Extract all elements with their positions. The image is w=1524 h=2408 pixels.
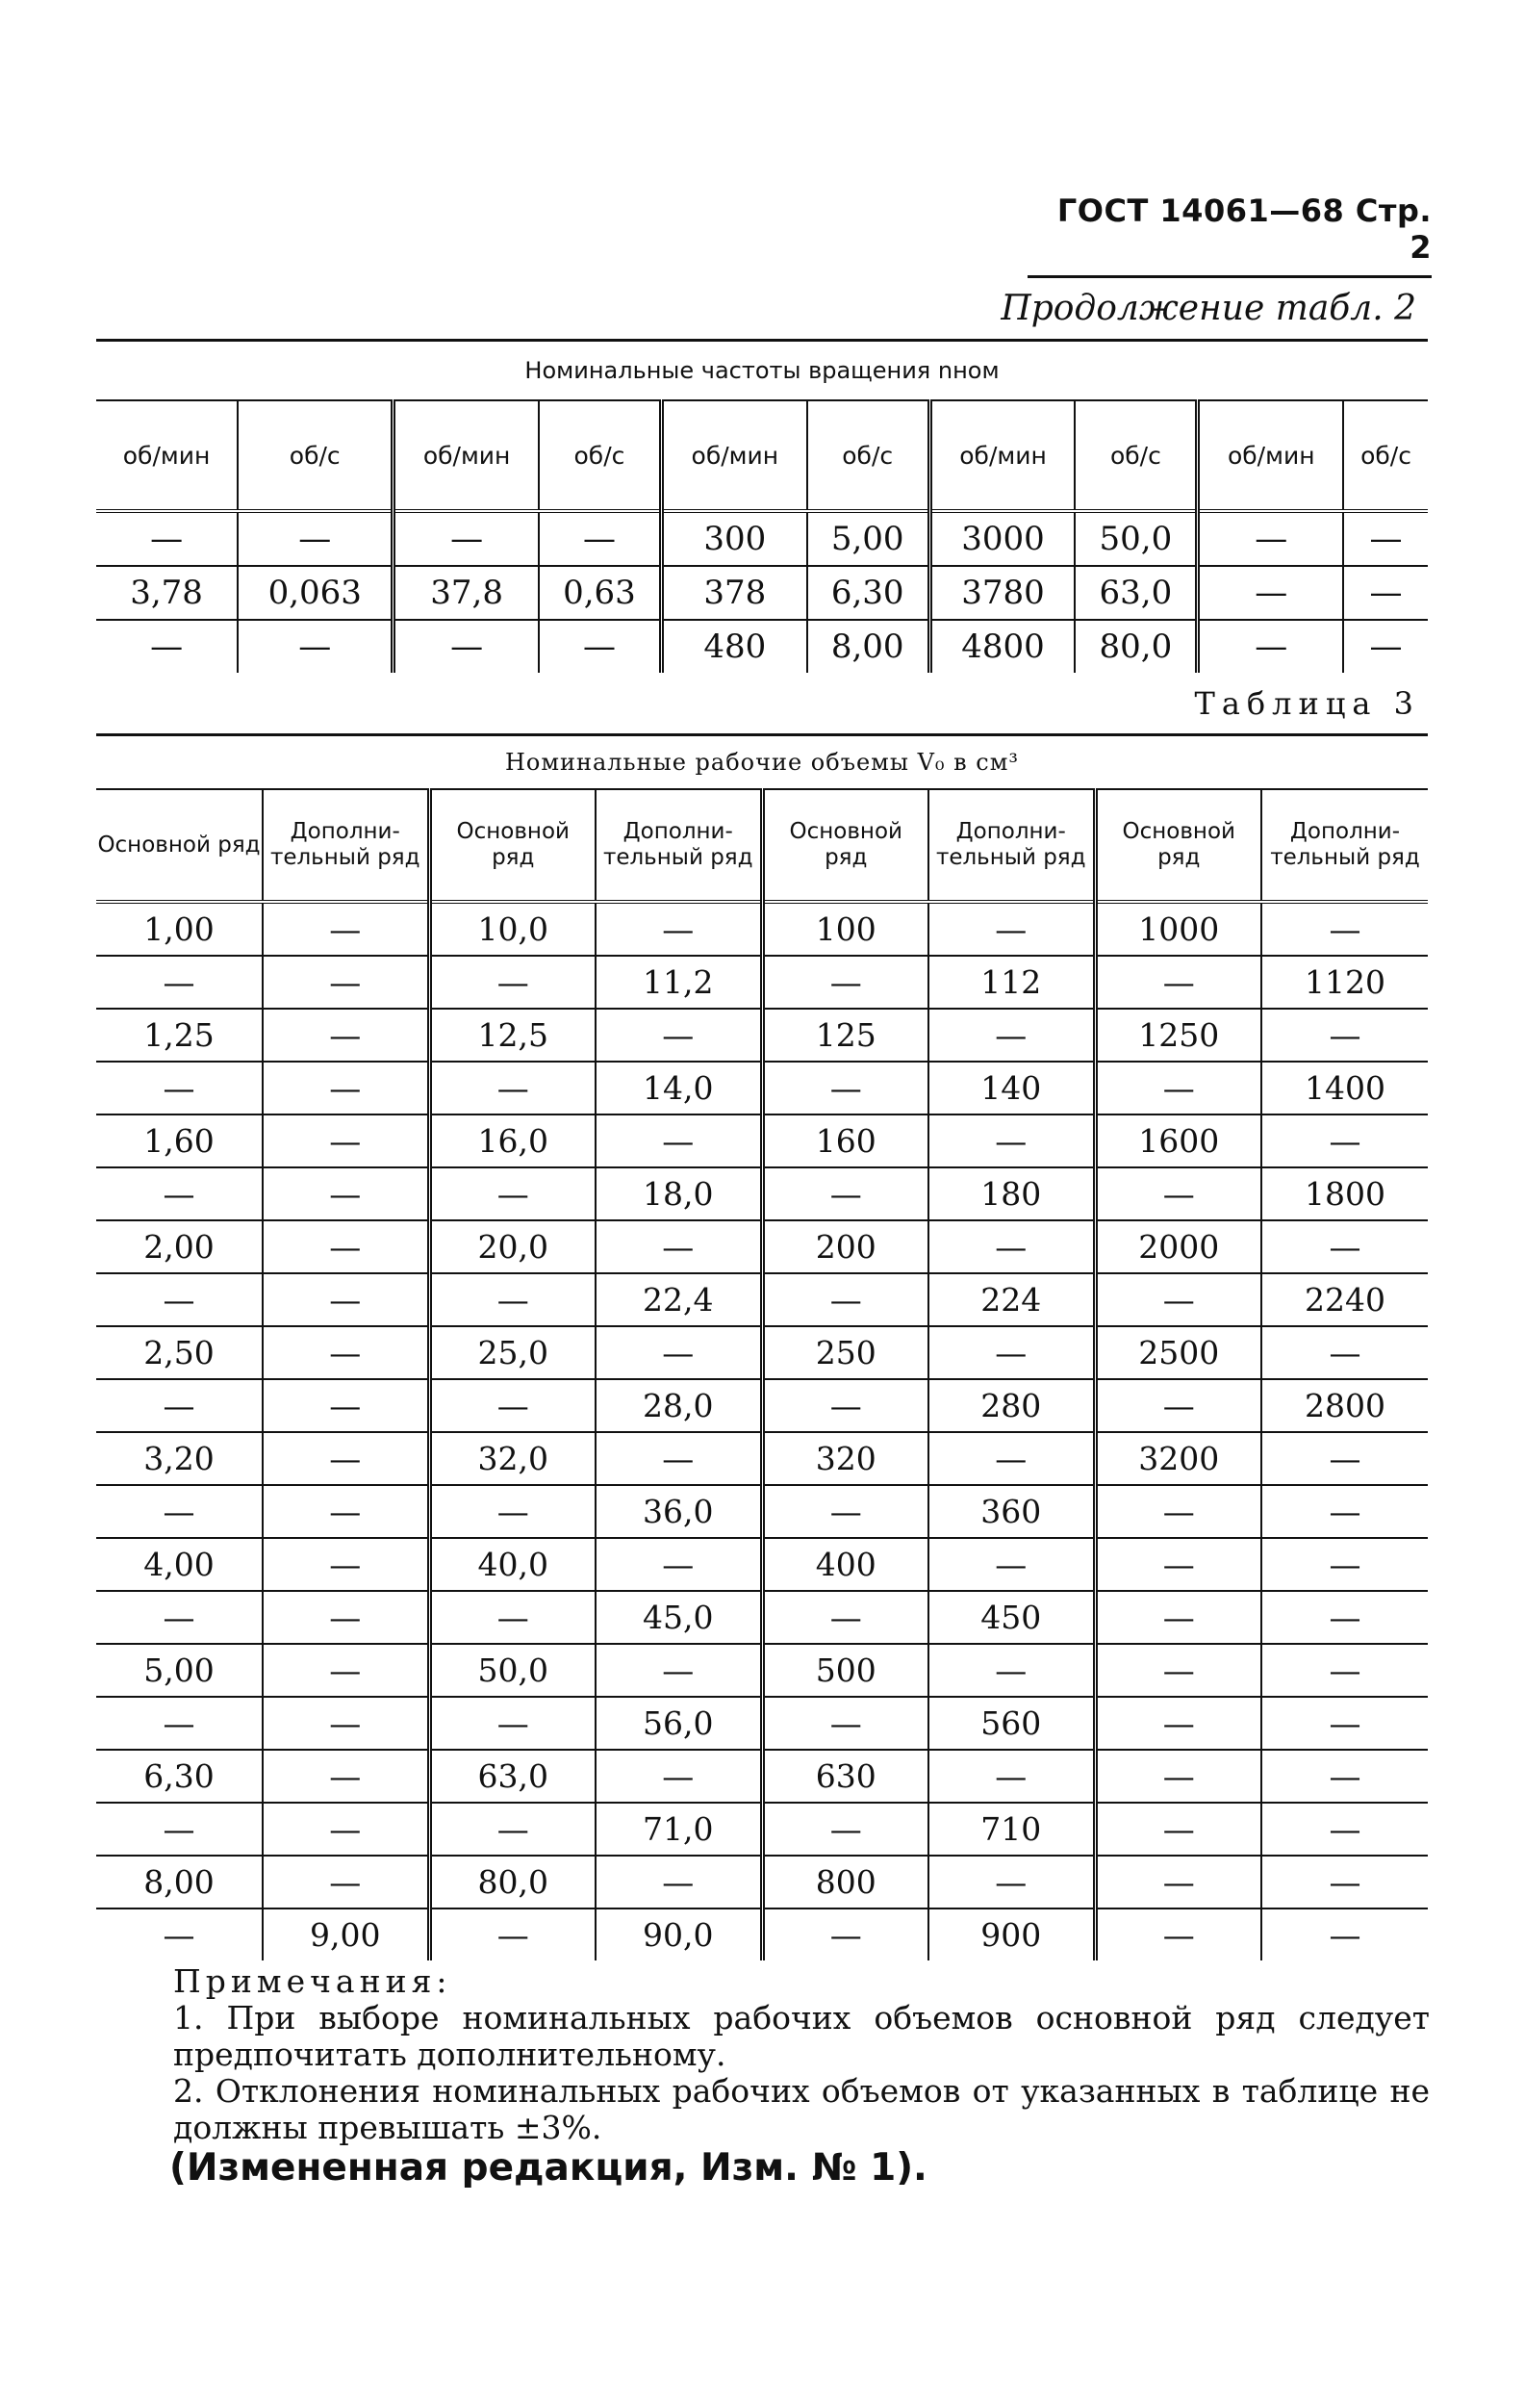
table-cell: 22,4 <box>596 1273 762 1326</box>
table-cell: 25,0 <box>429 1326 596 1379</box>
table-cell: — <box>263 1803 429 1856</box>
table-cell: — <box>1261 1591 1428 1644</box>
table-cell: — <box>96 1697 263 1750</box>
table-row <box>96 1220 1428 1273</box>
table-cell: — <box>263 1114 429 1167</box>
table-cell: — <box>263 1856 429 1908</box>
table-cell: — <box>596 1538 762 1591</box>
table-cell: 9,00 <box>263 1908 429 1960</box>
table-cell: — <box>1095 1644 1261 1697</box>
note-item: 1. При выборе номинальных рабочих объемов основной ряд следует предпочитать дополнительному. <box>173 1999 1430 2073</box>
table-cell: 2800 <box>1261 1379 1428 1432</box>
table-cell: — <box>263 1644 429 1697</box>
table-cell: — <box>762 1273 928 1326</box>
table-cell: 63,0 <box>1075 566 1198 620</box>
table-cell: 360 <box>928 1485 1095 1538</box>
table-row <box>96 902 1428 956</box>
table-cell: — <box>1095 1908 1261 1960</box>
table-cell: 180 <box>928 1167 1095 1220</box>
table-cell: 480 <box>662 620 807 673</box>
table2-col-header: об/с <box>1075 400 1198 511</box>
table-cell: 2000 <box>1095 1220 1261 1273</box>
table-row <box>96 1538 1428 1591</box>
table3-label: Таблица 3 <box>1194 685 1420 722</box>
table-cell: 45,0 <box>596 1591 762 1644</box>
table-cell: 1,25 <box>96 1009 263 1062</box>
table-cell: 40,0 <box>429 1538 596 1591</box>
table-cell: — <box>596 1644 762 1697</box>
table-cell: 800 <box>762 1856 928 1908</box>
table-row <box>96 1697 1428 1750</box>
table-cell: — <box>762 1591 928 1644</box>
table-cell: — <box>762 1697 928 1750</box>
table-cell: — <box>96 1273 263 1326</box>
table-cell: — <box>429 1485 596 1538</box>
table3-col-header: Основной ряд <box>96 789 263 902</box>
table-cell: — <box>1261 1538 1428 1591</box>
notes-title: Примечания: <box>173 1962 452 2000</box>
table-cell: — <box>263 1379 429 1432</box>
table-row <box>96 1856 1428 1908</box>
table-row <box>96 1644 1428 1697</box>
table-cell: — <box>596 1432 762 1485</box>
table-cell: — <box>96 511 238 566</box>
table2-col-header: об/мин <box>662 400 807 511</box>
table-cell: 2500 <box>1095 1326 1261 1379</box>
table-cell: — <box>1095 1803 1261 1856</box>
table-cell: — <box>1198 620 1343 673</box>
table3-col-header: Основной ряд <box>1095 789 1261 902</box>
table-cell: 8,00 <box>96 1856 263 1908</box>
table-cell: 1400 <box>1261 1062 1428 1114</box>
table3-col-header: Дополни-тельный ряд <box>928 789 1095 902</box>
table-cell: — <box>429 1591 596 1644</box>
table-row <box>96 511 1428 566</box>
table-cell: 11,2 <box>596 956 762 1009</box>
table-cell: 3000 <box>929 511 1075 566</box>
table-cell: — <box>263 1485 429 1538</box>
table-cell: — <box>596 1009 762 1062</box>
table-cell: 2240 <box>1261 1273 1428 1326</box>
table-cell: 1120 <box>1261 956 1428 1009</box>
table-cell: — <box>1095 1485 1261 1538</box>
table-cell: — <box>928 1538 1095 1591</box>
table-cell: — <box>429 1379 596 1432</box>
table-cell: 63,0 <box>429 1750 596 1803</box>
table-cell: — <box>263 902 429 956</box>
table-row <box>96 1326 1428 1379</box>
table2-col-header: об/с <box>238 400 394 511</box>
table-cell: — <box>928 1856 1095 1908</box>
table-cell: — <box>762 1062 928 1114</box>
table3-col-header: Дополни-тельный ряд <box>596 789 762 902</box>
table-cell: — <box>762 1803 928 1856</box>
table-cell: — <box>1261 902 1428 956</box>
table-cell: — <box>928 1009 1095 1062</box>
table-cell: 378 <box>662 566 807 620</box>
table-cell: 400 <box>762 1538 928 1591</box>
table-cell: — <box>762 956 928 1009</box>
note-item: 2. Отклонения номинальных рабочих объемов от указанных в таблице не должны превышать ±3%. <box>173 2072 1430 2146</box>
table-cell: 0,63 <box>539 566 662 620</box>
table-row <box>96 1062 1428 1114</box>
table2-col-header: об/мин <box>1198 400 1343 511</box>
table-cell: — <box>96 956 263 1009</box>
table-cell: — <box>928 1114 1095 1167</box>
table-cell: — <box>596 1220 762 1273</box>
table-cell: 80,0 <box>1075 620 1198 673</box>
table-cell: — <box>263 1538 429 1591</box>
table-cell: 560 <box>928 1697 1095 1750</box>
table-cell: — <box>762 1379 928 1432</box>
table3-col-header: Дополни-тельный ряд <box>263 789 429 902</box>
table-cell: — <box>263 1062 429 1114</box>
table-cell: — <box>263 1167 429 1220</box>
table-cell: — <box>1261 1856 1428 1908</box>
table-cell: — <box>263 1697 429 1750</box>
table-cell: 56,0 <box>596 1697 762 1750</box>
table-cell: — <box>1261 1750 1428 1803</box>
table-cell: — <box>762 1908 928 1960</box>
table-cell: — <box>96 1803 263 1856</box>
table-cell: 3,20 <box>96 1432 263 1485</box>
table-cell: — <box>429 1803 596 1856</box>
table-cell: — <box>596 1114 762 1167</box>
table-row <box>96 1114 1428 1167</box>
table-cell: — <box>263 1591 429 1644</box>
table-cell: 20,0 <box>429 1220 596 1273</box>
table-cell: 8,00 <box>807 620 930 673</box>
table-cell: — <box>928 1220 1095 1273</box>
table-cell: 100 <box>762 902 928 956</box>
table-cell: 1,60 <box>96 1114 263 1167</box>
table-cell: 125 <box>762 1009 928 1062</box>
rotation-frequency-table <box>96 339 1428 673</box>
edition-note: (Измененная редакция, Изм. № 1). <box>169 2146 927 2190</box>
table2-col-header: об/мин <box>929 400 1075 511</box>
table-row <box>96 1167 1428 1220</box>
table3-col-header: Дополни-тельный ряд <box>1261 789 1428 902</box>
table3-caption: Номинальные рабочие объемы V₀ в см³ <box>96 735 1428 790</box>
table-cell: 224 <box>928 1273 1095 1326</box>
table-cell: — <box>150 628 184 666</box>
table-cell: — <box>596 1750 762 1803</box>
table-cell: — <box>928 1750 1095 1803</box>
table-cell: — <box>1261 1326 1428 1379</box>
table-cell: 900 <box>928 1908 1095 1960</box>
table-cell: — <box>1261 1009 1428 1062</box>
table-cell: — <box>394 620 539 673</box>
table-cell: — <box>1261 1220 1428 1273</box>
table-cell: 50,0 <box>429 1644 596 1697</box>
table-cell: 10,0 <box>429 902 596 956</box>
table2-col-header: об/с <box>539 400 662 511</box>
table-cell: — <box>928 1326 1095 1379</box>
table-cell: 28,0 <box>596 1379 762 1432</box>
table-cell: — <box>1343 511 1428 566</box>
table-cell: 3780 <box>929 566 1075 620</box>
table-cell: — <box>1095 1167 1261 1220</box>
table-cell: — <box>1095 1062 1261 1114</box>
table-cell: — <box>96 1485 263 1538</box>
table-cell: 630 <box>762 1750 928 1803</box>
table-row <box>96 1273 1428 1326</box>
table-cell: — <box>1095 956 1261 1009</box>
table-row <box>96 1432 1428 1485</box>
table-cell: 0,063 <box>238 566 394 620</box>
table-cell: — <box>539 620 662 673</box>
table3-col-header: Основной ряд <box>429 789 596 902</box>
table-cell: 1,00 <box>96 902 263 956</box>
table-row <box>96 1908 1428 1960</box>
table-cell: 320 <box>762 1432 928 1485</box>
table-cell: — <box>596 902 762 956</box>
table2-col-header: об/с <box>1343 400 1428 511</box>
table-cell: — <box>96 1062 263 1114</box>
table3-col-header: Основной ряд <box>762 789 928 902</box>
table-cell: 112 <box>928 956 1095 1009</box>
table-cell: 6,30 <box>807 566 930 620</box>
table-row <box>96 566 1428 620</box>
table-cell: — <box>263 1273 429 1326</box>
page-header: ГОСТ 14061—68 Стр. 2 <box>1028 192 1432 278</box>
table-row <box>96 1485 1428 1538</box>
table-cell: — <box>928 902 1095 956</box>
table-row <box>96 1379 1428 1432</box>
table-cell: 1000 <box>1095 902 1261 956</box>
table-cell: — <box>1095 1697 1261 1750</box>
table-cell: 450 <box>928 1591 1095 1644</box>
table-cell: — <box>1261 1644 1428 1697</box>
table-cell: — <box>1095 1856 1261 1908</box>
table-cell: — <box>263 1326 429 1379</box>
table-cell: — <box>1261 1697 1428 1750</box>
table2-col-header: об/с <box>807 400 930 511</box>
table-cell: 37,8 <box>394 566 539 620</box>
table-cell: — <box>96 1591 263 1644</box>
table-continuation-label: Продолжение табл. 2 <box>1001 289 1416 328</box>
table-cell: — <box>429 1697 596 1750</box>
table-cell: 200 <box>762 1220 928 1273</box>
table-cell: — <box>263 1220 429 1273</box>
table-cell: — <box>1343 566 1428 620</box>
table-cell: — <box>263 1009 429 1062</box>
table2-col-header: об/мин <box>394 400 539 511</box>
table-row <box>96 956 1428 1009</box>
table-cell: — <box>596 1856 762 1908</box>
table-cell: 300 <box>662 511 807 566</box>
table-cell: 36,0 <box>596 1485 762 1538</box>
table-cell: — <box>263 956 429 1009</box>
table-cell: 2,00 <box>96 1220 263 1273</box>
table2-col-header: об/мин <box>96 400 238 511</box>
table-cell: 80,0 <box>429 1856 596 1908</box>
table-cell: — <box>1261 1432 1428 1485</box>
table-cell: — <box>1261 1485 1428 1538</box>
table2-caption: Номинальные частоты вращения nном <box>96 341 1428 401</box>
table-cell: — <box>394 511 539 566</box>
table-cell: — <box>429 1062 596 1114</box>
table-cell: 18,0 <box>596 1167 762 1220</box>
table-cell: — <box>1261 1114 1428 1167</box>
table-cell: — <box>1261 1803 1428 1856</box>
table-cell: 140 <box>928 1062 1095 1114</box>
table-cell: 4,00 <box>96 1538 263 1591</box>
table-cell: — <box>928 1432 1095 1485</box>
table-cell: 3,78 <box>96 566 238 620</box>
table-cell: — <box>1198 566 1343 620</box>
table-cell: 3200 <box>1095 1432 1261 1485</box>
table-cell: 5,00 <box>807 511 930 566</box>
table-cell: — <box>263 1750 429 1803</box>
table-cell: — <box>429 956 596 1009</box>
table-cell: — <box>1261 1908 1428 1960</box>
table-cell: 32,0 <box>429 1432 596 1485</box>
table-cell: — <box>1095 1591 1261 1644</box>
table-cell: — <box>1343 620 1428 673</box>
table-cell: — <box>238 620 394 673</box>
table-cell: — <box>238 511 394 566</box>
table-cell: 5,00 <box>96 1644 263 1697</box>
table-cell: 2,50 <box>96 1326 263 1379</box>
table-cell: 12,5 <box>429 1009 596 1062</box>
table-cell: — <box>429 1273 596 1326</box>
table-cell: 500 <box>762 1644 928 1697</box>
table-cell: — <box>762 1167 928 1220</box>
table-cell: 6,30 <box>96 1750 263 1803</box>
table-cell: — <box>263 1432 429 1485</box>
table-cell: 250 <box>762 1326 928 1379</box>
table-row <box>96 1750 1428 1803</box>
table-row <box>96 1009 1428 1062</box>
table-cell: — <box>1095 1750 1261 1803</box>
table-cell: — <box>96 1167 263 1220</box>
table-cell: 1800 <box>1261 1167 1428 1220</box>
table-row <box>96 1803 1428 1856</box>
table-cell: 71,0 <box>596 1803 762 1856</box>
table-cell: — <box>163 1916 195 1954</box>
notes-section <box>173 1963 1430 2146</box>
table-cell: 16,0 <box>429 1114 596 1167</box>
table-cell: 90,0 <box>596 1908 762 1960</box>
table-cell: — <box>596 1326 762 1379</box>
table-cell: — <box>1095 1379 1261 1432</box>
table-cell: — <box>1095 1538 1261 1591</box>
table-cell: 160 <box>762 1114 928 1167</box>
table-cell: 280 <box>928 1379 1095 1432</box>
table-cell: 4800 <box>929 620 1075 673</box>
table-cell: 710 <box>928 1803 1095 1856</box>
table-row <box>96 620 1428 673</box>
table-cell: — <box>96 1379 263 1432</box>
table-cell: — <box>928 1644 1095 1697</box>
table-cell: 14,0 <box>596 1062 762 1114</box>
table-cell: 1250 <box>1095 1009 1261 1062</box>
table-cell: — <box>1095 1273 1261 1326</box>
table-row <box>96 1591 1428 1644</box>
table-cell: — <box>429 1908 596 1960</box>
table-cell: — <box>762 1485 928 1538</box>
table-cell: — <box>429 1167 596 1220</box>
table-cell: 1600 <box>1095 1114 1261 1167</box>
table-cell: — <box>1198 511 1343 566</box>
table-cell: 50,0 <box>1075 511 1198 566</box>
table-cell: — <box>539 511 662 566</box>
working-volume-table <box>96 733 1428 1960</box>
